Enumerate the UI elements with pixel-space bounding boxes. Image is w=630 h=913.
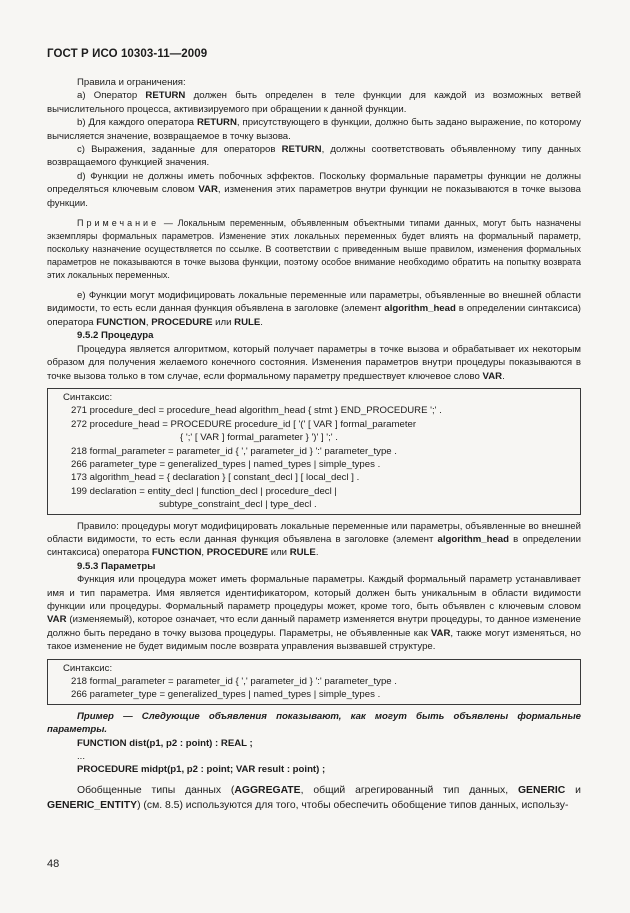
keyword-var: VAR xyxy=(47,614,67,626)
syntax-line: { ';' [ VAR ] formal_parameter } ')' ] ';' . xyxy=(180,432,338,444)
rule-a-text-1: а) Оператор xyxy=(77,90,146,102)
rule-e xyxy=(47,289,581,329)
final-text-2: , общий агрегированный тип данных, xyxy=(300,784,518,796)
keyword-var: VAR xyxy=(198,184,218,196)
example-ellipsis: ... xyxy=(77,751,85,763)
final-text-4: ) (см. 8.5) используются для того, чтобы обеспечить обобщение типов данных, использу- xyxy=(137,799,569,811)
example-label: Пример xyxy=(77,710,114,722)
procedure-rule-text-2: в определении синтаксиса) оператора xyxy=(47,533,581,559)
conjunction: или xyxy=(212,316,235,328)
parameters-text-3: , также могут изменяться, но такое изменение не будет видимым после возврата управления вызвавшей структуре. xyxy=(47,627,581,653)
rule-a xyxy=(47,89,581,116)
rule-d xyxy=(47,170,581,210)
keyword-var: VAR xyxy=(482,370,503,382)
parameters-text-1: Функция или процедура может иметь формальные параметры. Каждый формальный параметр устанавливает имя и тип параметра. Имя является идентификатором, который должен быть уникальным в области видимости функции или процедуры. Формальный параметр процедуры может, кроме того, быть объявлен с ключевым словом xyxy=(47,574,581,612)
rule-e-text-2: в определении синтаксиса) оператора xyxy=(47,303,582,328)
procedure-rule xyxy=(47,520,581,560)
keyword-rule: RULE xyxy=(234,316,261,328)
conjunction: или xyxy=(268,547,290,559)
note-label: Примечание xyxy=(77,218,160,229)
note-text: — Локальным переменным, объявленным объектными типами данных, могут быть назначены экземпляры формальных параметров. Изменение этих локальных переменных будет влиять на формальный параметр, поскольку назначение осуществляется по ссылке. В соответствии с приведенным выше правилом, изменения формальных параметров не показываются в точке вызова функции, поэтому особое внимание необходимо обратить на попытку возврата этих локальных переменных. xyxy=(47,218,581,281)
syntax-line: subtype_constraint_decl | type_decl . xyxy=(159,499,317,511)
separator: , xyxy=(201,547,207,559)
keyword-procedure: PROCEDURE xyxy=(206,547,269,559)
rule-c xyxy=(47,143,581,170)
keyword-aggregate: AGGREGATE xyxy=(234,784,301,796)
syntax-line: 266 parameter_type = generalized_types | named_types | simple_types . xyxy=(71,689,381,701)
keyword-return: RETURN xyxy=(196,117,237,129)
syntax-line: 271 procedure_decl = procedure_head algorithm_head { stmt } END_PROCEDURE ';' . xyxy=(71,405,442,417)
page-number: 48 xyxy=(47,858,60,870)
final-text-1: Обобщенные типы данных ( xyxy=(77,784,235,796)
period: . xyxy=(502,370,505,382)
rule-e-text-1: е) Функции могут модифицировать локальные переменные или параметры, объявленные во внешней области видимости, то есть если данная функция объявлена в заголовке (элемент xyxy=(47,290,581,315)
syntax-line: 266 parameter_type = generalized_types | named_types | simple_types . xyxy=(71,458,381,470)
keyword-var: VAR xyxy=(430,627,451,639)
period: . xyxy=(260,316,263,328)
page-header: ГОСТ Р ИСО 10303-11—2009 xyxy=(47,48,208,60)
example-paragraph xyxy=(47,710,581,737)
note-paragraph xyxy=(47,217,581,282)
syntax-label: Синтаксис: xyxy=(63,662,113,674)
keyword-return: RETURN xyxy=(281,144,322,156)
rule-c-text-2: , должны соответствовать объявленному типу данных возвращаемого функцией значения. xyxy=(47,144,581,169)
rule-d-text-2: , изменения этих параметров внутри функции не показываются в точке вызова функции. xyxy=(47,184,581,209)
section-9-5-2-heading: 9.5.2 Процедура xyxy=(77,330,154,342)
example-code-line: PROCEDURE midpt(p1, p2 : point; VAR result : point) ; xyxy=(77,764,326,776)
rule-a-text-2: должен быть определен в теле функции для каждой из возможных ветвей вычислительного процесса, активизируемого при обращении к данной функции. xyxy=(47,90,581,115)
keyword-procedure: PROCEDURE xyxy=(151,316,213,328)
keyword-function: FUNCTION xyxy=(96,316,146,328)
keyword-algorithm-head: algorithm_head xyxy=(437,533,509,545)
keyword-return: RETURN xyxy=(145,90,186,102)
parameters-text-2: (изменяемый), которое означает, что если данный параметр изменяется внутри процедуры, то данное изменение должно быть передано в точку вызова процедуры. Параметры, не объявленные как xyxy=(47,614,581,639)
example-code-line: FUNCTION dist(p1, p2 : point) : REAL ; xyxy=(77,737,253,749)
rule-d-text-1: d) Функции не должны иметь побочных эффектов. Поскольку формальные параметры функции не должны определяться ключевым словом xyxy=(47,170,581,196)
rule-b xyxy=(47,116,581,143)
rule-c-text-1: с) Выражения, заданные для операторов xyxy=(77,144,282,156)
separator: , xyxy=(145,316,152,328)
keyword-function: FUNCTION xyxy=(151,547,202,559)
syntax-label: Синтаксис: xyxy=(63,391,113,403)
section-9-5-3-text xyxy=(47,573,581,653)
period: . xyxy=(315,547,319,559)
keyword-rule: RULE xyxy=(289,547,316,559)
procedure-text: Процедура является алгоритмом, который получает параметры в точке вызова и обрабатывает их некоторым образом для получения желаемого конечного состояния. Изменения параметров внутри процедуры показываются в точке вызова только в том случае, если формальному параметру предшествует ключевое слово xyxy=(47,343,581,382)
rules-heading: Правила и ограничения: xyxy=(77,77,186,88)
syntax-line: 218 formal_parameter = parameter_id { ',' parameter_id } ':' parameter_type . xyxy=(71,676,397,688)
example-text: — Следующие объявления показывают, как могут быть объявлены формальные параметры. xyxy=(47,710,581,736)
syntax-box-procedure xyxy=(47,388,581,515)
final-text-3: и xyxy=(565,784,581,796)
rule-b-text-2: , присутствующего в функции, должно быть задано выражение, по которому вычисляется значение, возвращаемое в точку вызова. xyxy=(47,117,581,142)
keyword-algorithm-head: algorithm_head xyxy=(384,303,456,315)
keyword-generic: GENERIC xyxy=(517,784,566,796)
page-body xyxy=(47,76,581,813)
syntax-line: 173 algorithm_head = { declaration } [ constant_decl ] [ local_decl ] . xyxy=(71,472,360,484)
syntax-line: 199 declaration = entity_decl | function_decl | procedure_decl | xyxy=(71,485,337,497)
syntax-box-parameters xyxy=(47,659,581,705)
section-9-5-2-text xyxy=(47,343,581,383)
final-paragraph xyxy=(47,783,581,813)
syntax-line: 272 procedure_head = PROCEDURE procedure_id [ '(' [ VAR ] formal_parameter xyxy=(71,418,417,430)
section-9-5-3-heading: 9.5.3 Параметры xyxy=(77,560,156,572)
rule-b-text-1: b) Для каждого оператора xyxy=(77,117,197,129)
procedure-rule-text-1: Правило: процедуры могут модифицировать локальные переменные или параметры, объявленные во внешней области видимости, то есть если данная функция объявлена в заголовке (элемент xyxy=(47,520,581,545)
syntax-line: 218 formal_parameter = parameter_id { ',' parameter_id } ':' parameter_type . xyxy=(71,445,397,457)
keyword-generic-entity: GENERIC_ENTITY xyxy=(47,799,138,811)
